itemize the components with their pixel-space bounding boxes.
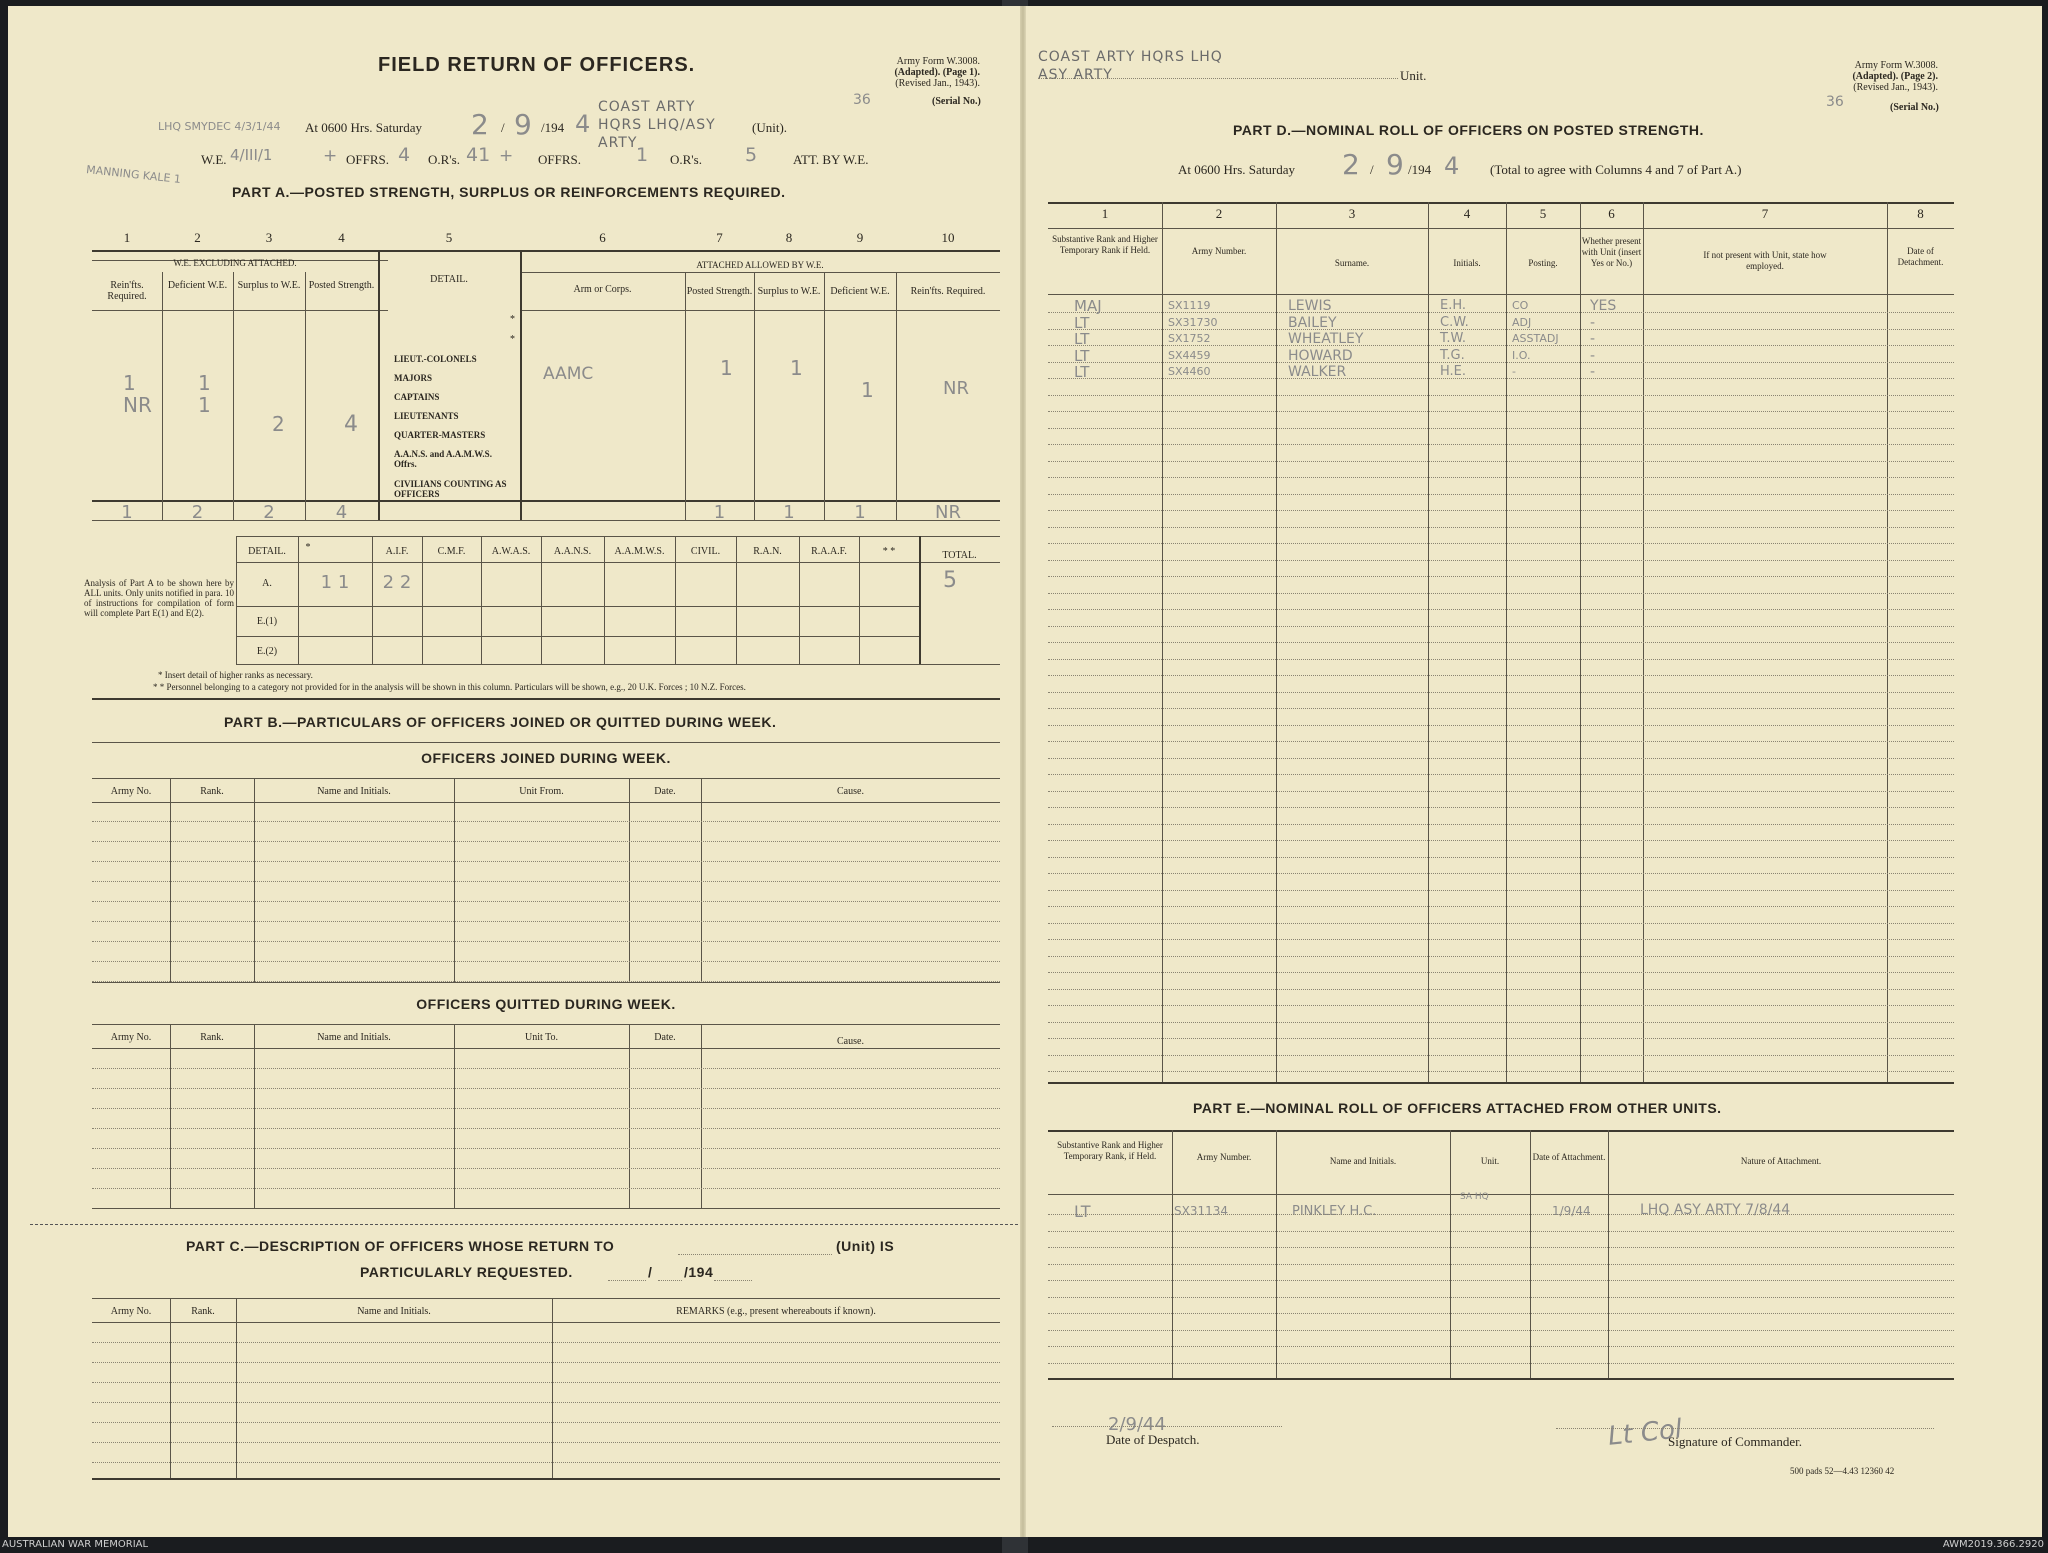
- total-col4: 4: [335, 502, 348, 523]
- ruled-line: [1048, 444, 1954, 445]
- ruled-line: [1048, 873, 1954, 874]
- analysis-hw-total: 5: [943, 568, 957, 593]
- e-col-rank: Substantive Rank and Higher Temporary Rank, if Held.: [1057, 1140, 1163, 1161]
- ruled-line: [92, 1382, 1000, 1383]
- partC-col-remarks: REMARKS (e.g., present whereabouts if known).: [676, 1306, 876, 1317]
- total-col2: 2: [191, 502, 204, 523]
- joined-col-unit-from: Unit From.: [519, 786, 564, 797]
- d-colnum-8: 8: [1917, 206, 1924, 221]
- ruled-line: [1048, 428, 1954, 429]
- ruled-line: [1048, 494, 1954, 495]
- quitted-title: OFFICERS QUITTED DURING WEEK.: [416, 996, 676, 1012]
- analysis-head-awas: A.W.A.S.: [491, 546, 531, 557]
- page1-at-label: At 0600 Hrs. Saturday: [305, 120, 422, 135]
- ruled-line: [92, 921, 1000, 922]
- offrs2-label: OFFRS.: [538, 152, 581, 167]
- ruled-line: [1048, 626, 1954, 627]
- page2-serial-handwritten: 36: [1826, 94, 1844, 110]
- grid-line: [1276, 1130, 1277, 1378]
- ruled-line: [1048, 576, 1954, 577]
- colnum-2: 2: [194, 230, 201, 245]
- rank-captains: CAPTAINS: [394, 392, 440, 402]
- ruled-line: [1048, 642, 1954, 643]
- subhead-surplus: Surplus to W.E.: [237, 280, 301, 291]
- quitted-col-rank: Rank.: [200, 1032, 224, 1043]
- quitted-col-army-no: Army No.: [110, 1032, 152, 1043]
- hw-col4: 4: [344, 412, 358, 437]
- ruled-line: [1048, 1330, 1954, 1331]
- analysis-row-a: A.: [262, 578, 272, 589]
- subhead-att-deficient: Deficient W.E.: [830, 286, 890, 297]
- footer-right-caption: AWM2019.366.2920: [1942, 1539, 2044, 1550]
- hw-col7: 1: [720, 356, 733, 380]
- rank-majors: MAJORS: [394, 373, 432, 383]
- field-return-sheet: FIELD RETURN OF OFFICERS. Army Form W.3008. (Adapted). (Page 1). (Revised Jan., 1943). 36 (Serial No.) At 0600 Hrs. Saturday 2 / 9 /194 4 COAST ARTY HQRS LHQ/ASY ARTY (Unit). LHQ SMYDEC 4/3/1/44 MANNING KALE 1 W.E. 4/III/1 + OFFRS. 4 O.R's. 41 + OFFRS. 1 O.R's. 5 ATT. BY W.E. PART A.—POSTED STRENGTH, SURPLUS OR REINFORCEMENTS REQUIRED. 1 2 3 4 5 6 7 8 9 10 W.E. EXCLUDING ATTACHED. DETAIL. ATTACHED ALLOWED BY W.E. Rein'fts. Required. Deficient W.E. Surplus to W.E. Posted Strength. Arm or Corps. Posted Strength. Surplus to W.E. Deficient W.E. Rein'fts. Required. LIEUT.-COLONELS MAJORS CAPTAINS LIEUTENANTS QUARTER-MASTERS A.A.N.S. and A.A.M.W.S. Offrs. CIVILIANS COUNTING AS OFFICERS * * 1 NR 1 1 2 4 AAMC 1 1 1 NR 1 2 2 4 1 1 1 NR Analysis of Part A to be shown here by ALL units. Only units notified in para. 10 of instructions for compilation of form will complete Part E(1) and E(2). DETAIL. * A.I.F. C.M.F. A.W.A.S. A.A.N.S. A.A.M.W.S. CIVIL. R.A.N. R.A.A.F. * * TOTAL. A. E.(1) E.(2) 1 1 2 2 5 * Insert detail of higher ranks as necessary. * * Personnel belonging to a category not provided for in the analysis will be shown in this column. Particulars will be shown, e.g., 20 U.K. Forces ; 10 N.Z. Forces. PART B.—PARTICULARS OF OFFICERS JOINED OR QUITTED DURING WEEK. OFFICERS JOINED DURING WEEK. Army No. Rank. Name and Initials. Unit From. Date. Cause. OFFICERS QUITTED DURING WEEK. Army No. Rank. Name and Initials. Unit To. Date. Cause. PART C.—DESCRIPTION OF OFFICERS WHOSE RETURN TO (Unit) IS PARTICULARLY REQUESTED. / /194 Army No. Rank. Name and Initials. REMARKS (e.g., present whereabouts if known). COAST ARTY HQRS LHQ ASY ARTY Unit. Army Form W.3008. (Adapted). (Page 2). (Revised Jan., 1943). 36 (Serial No.) PART D.—NOMINAL ROLL OF OFFICERS ON POSTED STRENGTH. At 0600 Hrs. Saturday 2 / 9 /194 4 (Total to agree with Columns 4 and 7 of Part A.) 1 2 3 4 5 6 7 8 Substantive Rank and Higher Temporary Rank if Held. Army Number. Surname. Initials. Posting. Whether present with Unit (insert Yes or No.) If not present with Unit, state how employed. Date of Detachment. PART E.—NOMINAL ROLL OF OFFICERS ATTACHED FROM OTHER UNITS. Substantive Rank and Higher Temporary Rank, if Held. Army Number. Name and Initials. Unit. Date of Attachment. Nature of Attachment. LT SX31134 PINKLEY H.C. SA HQ 1/9/44 LHQ ASY ARTY 7/8/44 2/9/44 Date of Despatch. Lt Col Signature of Commander. 500 pads 52—4.43 12360 42 MAJ SX1119 LEWIS E.H. CO YES LT SX31730 BAILEY C.W. ADJ - LT SX1752 WHEATLEY T.W. ASSTADJ - LT SX4459 HOWARD T.G. I.O. - LT SX4460 WALKER H.E. - -: [8, 6, 2042, 1537]
- ruled-line: [1048, 1022, 1954, 1023]
- ruled-line: [1048, 1363, 1954, 1364]
- footnote-2: * * Personnel belonging to a category not provided for in the analysis will be shown in this column. Particulars will be shown, e.g., 20 U.K. Forces ; 10 N.Z. Forces.: [153, 682, 746, 692]
- ruled-line: [92, 841, 1000, 842]
- e-row-army-number: SX31134: [1174, 1204, 1229, 1218]
- page1-date-day: 2: [471, 108, 489, 141]
- analysis-head-ran: R.A.N.: [753, 546, 782, 557]
- subhead-arm-corps: Arm or Corps.: [573, 284, 632, 295]
- partB-title: PART B.—PARTICULARS OF OFFICERS JOINED OR QUITTED DURING WEEK.: [224, 714, 777, 730]
- detail-header: DETAIL.: [430, 274, 468, 285]
- partD-title: PART D.—NOMINAL ROLL OF OFFICERS ON POSTED STRENGTH.: [1233, 122, 1704, 138]
- d-col-posting: Posting.: [1528, 258, 1558, 268]
- subhead-posted: Posted Strength.: [308, 280, 375, 291]
- ruled-line: [1048, 824, 1954, 825]
- hw-col9: 1: [861, 378, 874, 402]
- binding-tape-bottom: [1002, 1535, 1028, 1553]
- partD-row-3-rank: LT: [1074, 330, 1090, 348]
- ruled-line: [92, 881, 1000, 882]
- margin-note-2: MANNING KALE 1: [85, 163, 182, 186]
- analysis-head-detail: DETAIL.: [248, 546, 286, 557]
- ruled-line: [92, 1108, 1000, 1109]
- colnum-7: 7: [716, 230, 723, 245]
- quitted-col-name: Name and Initials.: [317, 1032, 391, 1043]
- partD-row-1-surname: LEWIS: [1288, 298, 1332, 314]
- ruled-line: [92, 1148, 1000, 1149]
- e-row-nature: LHQ ASY ARTY 7/8/44: [1640, 1202, 1791, 1218]
- analysis-hw-aif: 1 1: [320, 572, 350, 593]
- analysis-head-star: *: [305, 542, 311, 553]
- partD-row-4-present: -: [1590, 347, 1596, 364]
- ors2-label: O.R's.: [670, 152, 702, 167]
- d-colnum-7: 7: [1761, 206, 1769, 221]
- ruled-line: [1048, 906, 1954, 907]
- analysis-row-e2: E.(2): [256, 646, 278, 657]
- tear-line: [30, 1224, 1018, 1225]
- ruled-line: [1048, 1247, 1954, 1248]
- grid-line: [170, 1024, 171, 1208]
- ruled-line: [1048, 840, 1954, 841]
- e-col-date: Date of Attachment.: [1532, 1152, 1606, 1162]
- ruled-line: [1048, 1071, 1954, 1072]
- total-col8: 1: [783, 502, 795, 523]
- partC-line2: PARTICULARLY REQUESTED.: [360, 1264, 573, 1280]
- grid-line: [1608, 1130, 1609, 1378]
- ruled-line: [1048, 1313, 1954, 1314]
- footer-left-caption: AUSTRALIAN WAR MEMORIAL: [2, 1539, 149, 1550]
- despatch-date-hw: 2/9/44: [1108, 1414, 1166, 1435]
- ruled-line: [1048, 1038, 1954, 1039]
- colnum-3: 3: [265, 230, 273, 245]
- d-colnum-3: 3: [1348, 206, 1356, 221]
- partD-row-2-present: -: [1590, 314, 1596, 331]
- ruled-line: [1048, 972, 1954, 973]
- e-col-unit: Unit.: [1480, 1156, 1500, 1166]
- total-col7: 1: [713, 502, 726, 523]
- ruled-line: [1048, 659, 1954, 660]
- d-col-surname: Surname.: [1334, 258, 1370, 268]
- colnum-9: 9: [856, 230, 864, 245]
- e-row-date: 1/9/44: [1552, 1204, 1591, 1218]
- joined-col-name: Name and Initials.: [317, 786, 391, 797]
- page1-army-form: Army Form W.3008. (Adapted). (Page 1). (Revised Jan., 1943).: [894, 56, 980, 89]
- page1-date-year: /194: [541, 120, 565, 135]
- partD-row-3-no: SX1752: [1168, 332, 1211, 345]
- ruled-line: [1048, 774, 1954, 775]
- partC-year: /194: [684, 1264, 714, 1280]
- page2-army-form: Army Form W.3008. (Adapted). (Page 2). (Revised Jan., 1943).: [1852, 60, 1938, 93]
- page2-date-month: 9: [1386, 148, 1404, 181]
- ruled-line: [1048, 510, 1954, 511]
- partD-row-4-init: T.G.: [1440, 347, 1465, 363]
- partC-line1-unit: (Unit) IS: [836, 1238, 895, 1254]
- analysis-hw-cmf: 2 2: [382, 572, 412, 593]
- ruled-line: [1048, 1280, 1954, 1281]
- partD-row-1-post: CO: [1512, 299, 1529, 312]
- colnum-1: 1: [123, 230, 131, 245]
- page1-date-year-hw: 4: [575, 110, 591, 138]
- page2-total-note: (Total to agree with Columns 4 and 7 of Part A.): [1490, 162, 1742, 177]
- hw-col3: 2: [272, 412, 285, 436]
- e-row-unit: SA HQ: [1460, 1192, 1489, 1202]
- ruled-line: [1048, 461, 1954, 462]
- att-label: ATT. BY W.E.: [793, 152, 869, 167]
- d-colnum-4: 4: [1463, 206, 1471, 221]
- ruled-line: [1048, 725, 1954, 726]
- e-row-name: PINKLEY H.C.: [1292, 1204, 1377, 1219]
- quitted-col-unit-to: Unit To.: [524, 1032, 558, 1043]
- ruled-line: [92, 961, 1000, 962]
- grid-line: [1450, 1130, 1451, 1378]
- ruled-line: [1048, 923, 1954, 924]
- partD-row-3-post: ASSTADJ: [1512, 332, 1559, 345]
- grid-line: [254, 778, 255, 982]
- ruled-line: [1048, 989, 1954, 990]
- colnum-8: 8: [785, 230, 793, 245]
- rank-lieutenants: LIEUTENANTS: [394, 411, 459, 421]
- partE-title: PART E.—NOMINAL ROLL OF OFFICERS ATTACHED FROM OTHER UNITS.: [1193, 1100, 1722, 1116]
- subhead-att-surplus: Surplus to W.E.: [757, 286, 821, 297]
- partD-row-4-surname: HOWARD: [1288, 347, 1353, 364]
- ruled-line: [92, 861, 1000, 862]
- we-excluding-header: W.E. EXCLUDING ATTACHED.: [173, 258, 297, 268]
- e-col-army-number: Army Number.: [1196, 1152, 1252, 1162]
- joined-col-army-no: Army No.: [110, 786, 152, 797]
- partD-row-5-present: -: [1590, 364, 1596, 380]
- ruled-line: [1048, 560, 1954, 561]
- ruled-line: [92, 901, 1000, 902]
- page1-serial-label: (Serial No.): [932, 96, 981, 107]
- partD-row-2-surname: BAILEY: [1288, 314, 1337, 331]
- joined-col-date: Date.: [654, 786, 676, 797]
- ruled-line: [1048, 593, 1954, 594]
- center-fold: [1020, 6, 1026, 1537]
- ruled-line: [1048, 1005, 1954, 1006]
- page1-title: FIELD RETURN OF OFFICERS.: [378, 54, 696, 76]
- partC-col-army-no: Army No.: [110, 1306, 152, 1317]
- grid-line: [254, 1024, 255, 1208]
- partD-row-1-rank: MAJ: [1074, 297, 1102, 315]
- hw-col10: NR: [943, 378, 969, 399]
- rank-quarter-masters: QUARTER-MASTERS: [394, 430, 486, 440]
- grid-line: [552, 1298, 553, 1478]
- offrs-label: OFFRS.: [346, 152, 389, 167]
- total-col1: 1: [121, 502, 133, 523]
- partD-row-2-rank: LT: [1074, 313, 1090, 332]
- grid-line: [629, 778, 630, 982]
- hw-col2: 1 1: [198, 371, 211, 417]
- ruled-line: [1048, 477, 1954, 478]
- ruled-line: [1048, 758, 1954, 759]
- rank-civilians: CIVILIANS COUNTING AS OFFICERS: [394, 479, 507, 499]
- despatch-label: Date of Despatch.: [1106, 1432, 1200, 1447]
- total-col9: 1: [854, 502, 866, 523]
- d-col-detachment: Date of Detachment.: [1897, 246, 1944, 267]
- analysis-note: Analysis of Part A to be shown here by ALL units. Only units notified in para. 10 of instructions for compilation of form will complete Part E(1) and E(2).: [84, 578, 234, 618]
- analysis-head-aamws: A.A.M.W.S.: [614, 546, 665, 557]
- ruled-line: [92, 1422, 1000, 1423]
- d-col-initials: Initials.: [1453, 258, 1481, 268]
- quitted-col-date: Date.: [654, 1032, 676, 1043]
- grid-line: [170, 1298, 171, 1478]
- page2-date-day: 2: [1342, 148, 1360, 181]
- partD-row-5-post: -: [1512, 365, 1516, 378]
- rank-list: [394, 350, 514, 499]
- colnum-4: 4: [338, 230, 345, 245]
- attached-allowed-header: ATTACHED ALLOWED BY W.E.: [696, 260, 824, 270]
- subhead-deficient: Deficient W.E.: [167, 280, 228, 291]
- partC-col-name: Name and Initials.: [357, 1306, 431, 1317]
- colnum-6: 6: [599, 230, 606, 245]
- ruled-line: [92, 1128, 1000, 1129]
- offrs2-handwritten: 1: [636, 144, 649, 166]
- partA-title: PART A.—POSTED STRENGTH, SURPLUS OR REINFORCEMENTS REQUIRED.: [232, 184, 786, 200]
- partD-row-5-no: SX4460: [1168, 365, 1211, 378]
- analysis-head-aif: A.I.F.: [385, 546, 409, 557]
- hw-col1: 1 NR: [123, 371, 152, 417]
- d-colnum-5: 5: [1539, 206, 1547, 221]
- partC-col-rank: Rank.: [191, 1306, 215, 1317]
- page1-unit-label: (Unit).: [752, 120, 788, 135]
- colnum-5: 5: [445, 230, 453, 245]
- ruled-line: [92, 1068, 1000, 1069]
- ruled-line: [1048, 791, 1954, 792]
- ruled-line: [92, 1362, 1000, 1363]
- ors-label: O.R's.: [428, 152, 460, 167]
- d-colnum-1: 1: [1101, 206, 1109, 221]
- analysis-head-aans: A.A.N.S.: [553, 546, 592, 557]
- ruled-line: [1048, 1231, 1954, 1232]
- ruled-line: [92, 1442, 1000, 1443]
- d-col-employed: If not present with Unit, state how employed.: [1703, 250, 1827, 271]
- ruled-line: [1048, 708, 1954, 709]
- commander-signature-hw: Lt Col: [1606, 1414, 1684, 1452]
- ruled-line: [1048, 692, 1954, 693]
- ruled-line: [1048, 807, 1954, 808]
- subhead-reinfts: Rein'fts. Required.: [107, 280, 147, 302]
- page2-date-year-hw: 4: [1444, 152, 1460, 180]
- grid-line: [1530, 1130, 1531, 1378]
- grid-line: [1172, 1130, 1173, 1378]
- hw-col6: AAMC: [543, 364, 594, 384]
- partD-row-3-present: -: [1590, 331, 1596, 347]
- partD-row-5-rank: LT: [1074, 363, 1090, 381]
- page2-unit-handwritten: COAST ARTY HQRS LHQ ASY ARTY: [1038, 49, 1223, 83]
- subhead-att-reinfts: Rein'fts. Required.: [910, 286, 986, 297]
- subhead-att-posted: Posted Strength.: [686, 286, 753, 297]
- ruled-line: [92, 1342, 1000, 1343]
- partD-row-5-init: H.E.: [1440, 364, 1467, 379]
- e-row-rank: LT: [1074, 1202, 1091, 1221]
- partD-row-1-present: YES: [1590, 298, 1617, 314]
- signature-label: Signature of Commander.: [1668, 1434, 1802, 1449]
- d-col-rank: Substantive Rank and Higher Temporary Rank if Held.: [1052, 234, 1158, 255]
- partD-row-4-no: SX4459: [1168, 348, 1211, 362]
- ruled-line: [1048, 1346, 1954, 1347]
- grid-line: [701, 1024, 702, 1208]
- page2-serial-label: (Serial No.): [1890, 102, 1939, 113]
- analysis-head-cmf: C.M.F.: [437, 546, 466, 557]
- ruled-line: [92, 941, 1000, 942]
- partD-row-2-init: C.W.: [1440, 314, 1469, 330]
- print-code: 500 pads 52—4.43 12360 42: [1790, 1466, 1895, 1476]
- e-col-name: Name and Initials.: [1329, 1156, 1397, 1166]
- ruled-line: [1048, 1055, 1954, 1056]
- total-col10: NR: [935, 502, 961, 523]
- ruled-line: [1048, 857, 1954, 858]
- analysis-head-total: TOTAL.: [942, 550, 977, 561]
- ruled-line: [1048, 609, 1954, 610]
- analysis-head-other: * *: [882, 546, 896, 557]
- grid-line: [170, 778, 171, 982]
- grid-line: [454, 778, 455, 982]
- page2-date-year: /194: [1408, 162, 1432, 177]
- page2-unit-label: Unit.: [1400, 68, 1427, 83]
- joined-title: OFFICERS JOINED DURING WEEK.: [421, 750, 671, 766]
- analysis-head-raaf: R.A.A.F.: [811, 546, 847, 557]
- ruled-line: [1048, 939, 1954, 940]
- analysis-row-e1: E.(1): [256, 616, 278, 627]
- ruled-line: [1048, 890, 1954, 891]
- quitted-col-cause: Cause.: [837, 1036, 864, 1047]
- colnum-10: 10: [941, 230, 955, 245]
- joined-col-rank: Rank.: [200, 786, 224, 797]
- page1-unit-handwritten: COAST ARTY HQRS LHQ/ASY ARTY: [598, 99, 716, 151]
- partD-row-2-no: SX31730: [1168, 315, 1218, 329]
- partD-row-1-no: SX1119: [1168, 299, 1211, 312]
- analysis-head-civil: CIVIL.: [690, 546, 721, 557]
- ruled-line: [1048, 741, 1954, 742]
- ruled-line: [92, 981, 1000, 982]
- grid-line: [454, 1024, 455, 1208]
- d-col-army-number: Army Number.: [1191, 246, 1247, 256]
- hw-col8: 1: [790, 356, 803, 380]
- ruled-line: [92, 1188, 1000, 1189]
- ruled-line: [92, 821, 1000, 822]
- ruled-line: [92, 1462, 1000, 1463]
- ruled-line: [1048, 675, 1954, 676]
- ruled-line: [1048, 1214, 1954, 1215]
- ors-handwritten: 41: [466, 144, 491, 166]
- d-colnum-2: 2: [1215, 206, 1223, 221]
- partC-line1: PART C.—DESCRIPTION OF OFFICERS WHOSE RETURN TO: [186, 1238, 615, 1254]
- d-colnum-6: 6: [1608, 206, 1615, 221]
- page1-serial-handwritten: 36: [853, 92, 871, 108]
- partD-row-2-post: ADJ: [1512, 315, 1532, 329]
- ruled-line: [92, 1168, 1000, 1169]
- partD-row-5-surname: WALKER: [1288, 364, 1347, 380]
- ruled-line: [1048, 543, 1954, 544]
- page2-at-label: At 0600 Hrs. Saturday: [1178, 162, 1295, 177]
- partD-row-4-post: I.O.: [1512, 348, 1531, 362]
- offrs-handwritten: 4: [398, 144, 411, 166]
- ruled-line: [92, 1402, 1000, 1403]
- grid-line: [629, 1024, 630, 1208]
- d-col-present: Whether present with Unit (insert Yes or No.): [1581, 236, 1642, 268]
- ruled-line: [1048, 1264, 1954, 1265]
- ruled-line: [1048, 395, 1954, 396]
- we-label: W.E.: [201, 152, 227, 167]
- footnote-1: * Insert detail of higher ranks as necessary.: [158, 670, 313, 680]
- e-col-nature: Nature of Attachment.: [1740, 1156, 1822, 1166]
- partD-row-4-rank: LT: [1074, 346, 1090, 365]
- total-col3: 2: [263, 502, 275, 523]
- rank-lieut-colonels: LIEUT.-COLONELS: [394, 354, 477, 364]
- ruled-line: [1048, 527, 1954, 528]
- rank-aans: A.A.N.S. and A.A.M.W.S. Offrs.: [394, 449, 492, 469]
- grid-line: [236, 1298, 237, 1478]
- ruled-line: [1048, 1297, 1954, 1298]
- page1-date-month: 9: [514, 108, 532, 141]
- ruled-line: [92, 1088, 1000, 1089]
- grid-line: [701, 778, 702, 982]
- joined-col-cause: Cause.: [837, 786, 864, 797]
- ors2-handwritten: 5: [745, 144, 758, 166]
- partD-row-1-init: E.H.: [1440, 298, 1467, 313]
- we-handwritten: 4/III/1: [230, 146, 273, 164]
- margin-note-1: LHQ SMYDEC 4/3/1/44: [158, 120, 281, 133]
- partD-row-3-init: T.W.: [1440, 331, 1467, 346]
- ruled-line: [1048, 411, 1954, 412]
- ruled-line: [1048, 956, 1954, 957]
- partD-row-3-surname: WHEATLEY: [1288, 331, 1364, 347]
